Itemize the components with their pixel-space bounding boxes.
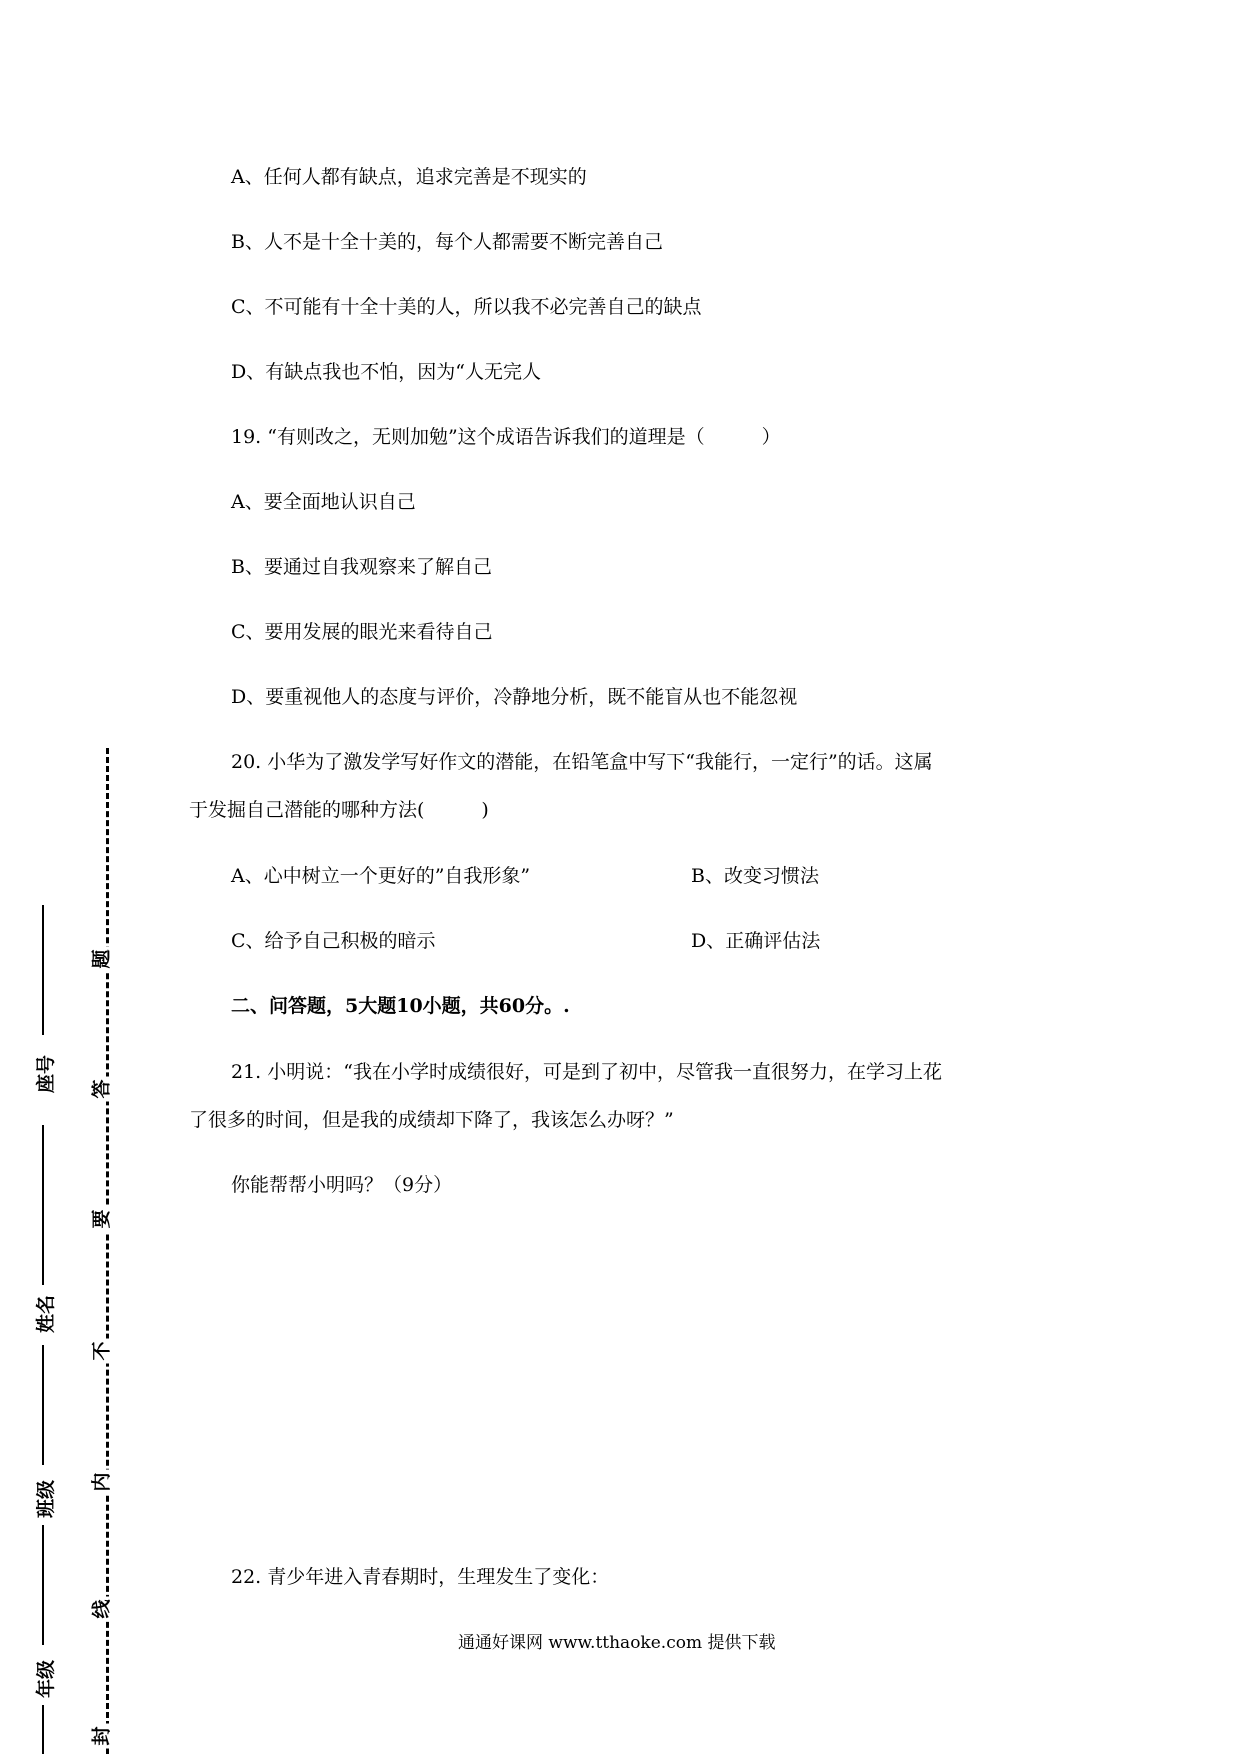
q21-line2: 了很多的时间，但是我的成绩却下降了，我该怎么办呀？”	[189, 1109, 674, 1131]
q18-option-d: D、有缺点我也不怕，因为“人无完人	[231, 361, 541, 383]
q19-stem: 19. “有则改之，无则加勉”这个成语告诉我们的道理是（ ）	[231, 426, 781, 448]
class-label: 班级	[32, 1477, 60, 1521]
q20-option-d: D、正确评估法	[691, 930, 821, 952]
q21-line1: 21. 小明说：“我在小学时成绩很好，可是到了初中，尽管我一直很努力，在学习上花	[231, 1061, 942, 1083]
q20-option-a: A、心中树立一个更好的”自我形象”	[231, 865, 531, 887]
section2-heading: 二、问答题，5大题10小题，共60分。.	[231, 995, 570, 1017]
q21-prompt: 你能帮帮小明吗？（9分）	[231, 1174, 453, 1196]
name-label: 姓名	[32, 1292, 60, 1336]
seal-char-nei: 内	[88, 1469, 116, 1494]
page-footer: 通通好课网 www.tthaoke.com 提供下载	[458, 1633, 776, 1653]
seal-char-feng: 封	[88, 1723, 116, 1748]
q20-option-c: C、给予自己积极的暗示	[231, 930, 436, 952]
seal-char-bu: 不	[88, 1338, 116, 1363]
seat-number-line	[42, 905, 44, 1035]
q20-option-b: B、改变习惯法	[691, 865, 819, 887]
q22-stem: 22. 青少年进入青春期时，生理发生了变化：	[231, 1566, 610, 1588]
q20-stem-line1: 20. 小华为了激发学写好作文的潜能，在铅笔盒中写下“我能行，一定行”的话。这属	[231, 751, 933, 773]
q19-option-c: C、要用发展的眼光来看待自己	[231, 621, 493, 643]
q19-option-a: A、要全面地认识自己	[231, 491, 416, 513]
name-line	[42, 1125, 44, 1285]
seal-char-da: 答	[88, 1076, 116, 1101]
seal-char-xian: 线	[88, 1596, 116, 1621]
class-line	[42, 1345, 44, 1465]
q19-option-b: B、要通过自我观察来了解自己	[231, 556, 492, 578]
q18-option-c: C、不可能有十全十美的人，所以我不必完善自己的缺点	[231, 296, 702, 318]
grade-line	[42, 1525, 44, 1645]
q18-option-a: A、任何人都有缺点，追求完善是不现实的	[231, 166, 587, 188]
seal-char-yao: 要	[88, 1206, 116, 1231]
grade-label: 年级	[32, 1657, 60, 1701]
grade-line-tail	[42, 1705, 44, 1754]
seat-number-label: 座号	[32, 1052, 60, 1096]
seal-char-ti: 题	[88, 946, 116, 971]
q20-stem-line2: 于发掘自己潜能的哪种方法( )	[189, 799, 489, 821]
q19-option-d: D、要重视他人的态度与评价，冷静地分析，既不能盲从也不能忽视	[231, 686, 798, 708]
q18-option-b: B、人不是十全十美的，每个人都需要不断完善自己	[231, 231, 663, 253]
